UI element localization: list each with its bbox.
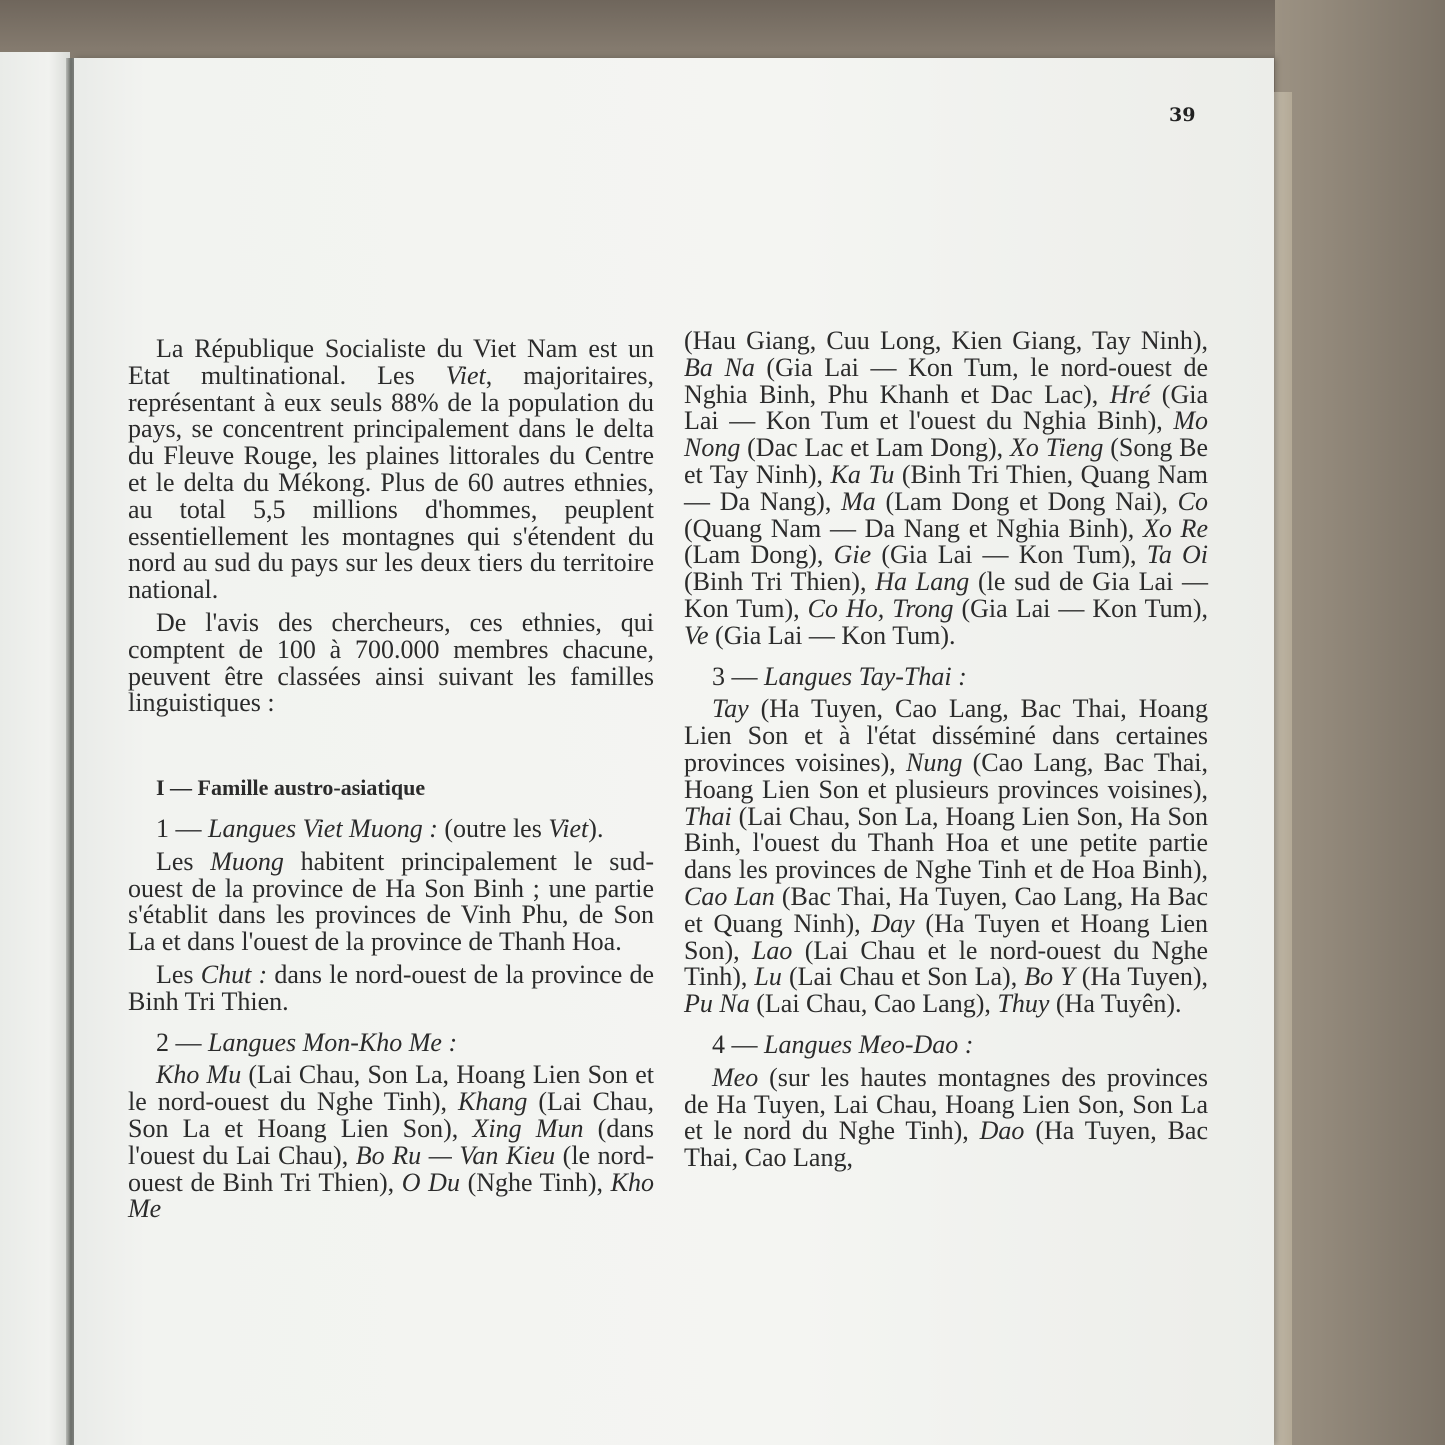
chut-text: dans le nord-ouest de la province de Binh Tri Thien.	[128, 959, 654, 1016]
subsection-4-title: Langues Meo-Dao :	[764, 1029, 974, 1059]
ethnie-name: Kho Mu	[156, 1060, 242, 1090]
ethnie-location: (Gia Lai — Kon Tum),	[871, 540, 1147, 570]
ethnie-name: Ta Oi	[1146, 540, 1209, 570]
ethnie-name: Bo Y	[1024, 962, 1075, 992]
ethnie-name: Cao Lan	[684, 881, 775, 911]
ethnie-location: (Gia Lai — Kon Tum et l'ouest du Nghia Binh),	[684, 379, 1208, 436]
ethnie-location: (le nord-ouest de Binh Tri Thien),	[128, 1140, 654, 1197]
ethnie-location: (Gia Lai — Kon Tum),	[953, 593, 1209, 623]
chut-paragraph	[128, 959, 654, 1016]
ethnie-name: Ma	[841, 486, 876, 516]
ethnie-name: Ha Lang	[875, 567, 970, 597]
subsection-3	[684, 661, 1208, 691]
ethnie-location: (Lam Dong),	[684, 540, 834, 570]
ethnie-location: (Binh Tri Thien, Quang Nam — Da Nang),	[684, 459, 1208, 516]
ethnie-location: (Lai Chau, Son La et Hoang Lien Son),	[128, 1087, 654, 1143]
background-right	[1275, 0, 1445, 1445]
ethnie-location: (Bac Thai, Ha Tuyen, Cao Lang, Ha Bac et Quang Ninh),	[684, 881, 1208, 938]
ethnie-name: Ka Tu	[830, 459, 895, 489]
subsection-4	[684, 1029, 1208, 1059]
meo-dao-paragraph	[684, 1062, 1209, 1173]
ethnie-location: (dans l'ouest du Lai Chau),	[128, 1113, 654, 1170]
left-column	[128, 336, 654, 1223]
chut-lead: Les	[156, 959, 201, 989]
ethnie-name: Xing Mun	[472, 1113, 584, 1143]
subsection-1-title: Langues Viet Muong :	[208, 813, 438, 843]
ethnie-name: Meo	[712, 1062, 759, 1092]
subsection-4-number: 4 —	[712, 1029, 764, 1059]
subsection-1	[128, 813, 654, 843]
ethnie-name: O Du	[401, 1167, 460, 1197]
subsection-2-number: 2 —	[156, 1027, 208, 1057]
intro-paragraph	[128, 336, 654, 604]
muong-name: Muong	[210, 846, 284, 876]
ethnie-location: (Ha Tuyen et Hoang Lien Son),	[684, 908, 1208, 965]
subsection-1-number: 1 —	[156, 813, 208, 843]
subsection-1-viet: Viet	[548, 813, 589, 843]
subsection-2-title: Langues Mon-Kho Me :	[208, 1027, 458, 1057]
ethnie-location: (Ha Tuyen),	[1074, 962, 1209, 992]
ethnie-location: (Lai Chau, Cao Lang),	[749, 989, 998, 1019]
ethnie-location: (Gia Lai — Kon Tum).	[708, 620, 956, 650]
chut-name: Chut :	[200, 959, 268, 989]
ethnie-name: Tay	[712, 694, 749, 724]
ethnie-name: Thai	[684, 801, 732, 831]
ethnie-location: (le sud de Gia Lai — Kon Tum),	[684, 567, 1208, 623]
subsection-1-rest: (outre les	[437, 813, 549, 843]
tay-thai-paragraph	[684, 696, 1208, 1018]
ethnie-name: Ve	[684, 620, 709, 650]
ethnie-name: Xo Re	[1142, 513, 1208, 543]
subsection-3-title: Langues Tay-Thai :	[764, 661, 967, 691]
ethnie-name: Lao	[751, 935, 793, 965]
ethnie-name: Ba Na	[684, 352, 755, 382]
ethnie-name: Mo Nong	[684, 406, 1208, 463]
ethnie-location: (Ha Tuyen, Cao Lang, Bac Thai, Hoang Lien Son et à l'état disséminé dans certaines provinces voisines),	[684, 694, 1208, 777]
ethnie-name: Lu	[754, 962, 782, 992]
ethnie-name: Pu Na	[684, 989, 750, 1019]
right-column	[684, 328, 1208, 1172]
ethnie-name: Bo Ru — Van Kieu	[355, 1140, 556, 1170]
ethnie-name: Thuy	[997, 989, 1050, 1019]
book-page	[74, 58, 1274, 1445]
ethnie-name: Kho Me	[128, 1167, 654, 1224]
ethnie-location: (Lai Chau, Son La, Hoang Lien Son, Ha Son Binh, l'ouest du Thanh Hoa et une petite partie dans les provinces de Nghe Tinh et de Hoa Binh),	[684, 801, 1208, 885]
ethnie-location: (Dac Lac et Lam Dong),	[740, 433, 1010, 463]
ethnie-location: (Quang Nam — Da Nang et Nghia Binh),	[684, 513, 1143, 543]
muong-lead: Les	[156, 846, 211, 876]
subsection-2	[128, 1027, 654, 1057]
ethnie-location: (Ha Tuyen, Bac Thai, Cao Lang,	[684, 1116, 1209, 1173]
ethnie-name: Nung	[906, 747, 963, 777]
ethnie-location: (Lam Dong et Dong Nai),	[875, 486, 1178, 516]
muong-text: habitent principalement le sud-ouest de la province de Ha Son Binh ; une partie s'établit dans les provinces de Vinh Phu, de Son La et dans l'ouest de la province de Thanh Hoa.	[128, 846, 654, 957]
ethnie-location: (sur les hautes montagnes des provinces de Ha Tuyen, Lai Chau, Hoang Lien Son, Son La et le nord du Nghe Tinh),	[684, 1062, 1208, 1146]
classification-paragraph: De l'avis des chercheurs, ces ethnies, qui comptent de 100 à 700.000 membres chacune, peuvent être classées ainsi suivant les familles linguistiques :	[128, 607, 654, 718]
intro-text-a: La République Socialiste du Viet Nam est un Etat multinational. Les	[128, 334, 654, 390]
ethnie-location: (Song Be et Tay Ninh),	[684, 433, 1208, 489]
mon-kho-me-continued	[684, 328, 1208, 650]
section-title: I — Famille austro-asiatique	[156, 775, 426, 801]
muong-paragraph	[128, 846, 654, 957]
intro-text-b: , majoritaires, représentant à eux seuls 88% de la population du pays, se concentrent principalement dans le delta du Fleuve Rouge, les plaines littorales du Centre et le delta du Mékong. Plus de 60 autres ethnies, au total 5,5 millions d'hommes, peuplent essentiellement les montagnes qui s'étendent du nord au sud du pays sur les deux tiers du territoire national.	[128, 360, 654, 605]
ethnie-name: Dao	[979, 1116, 1025, 1146]
ethnie-location: (Lai Chau et le nord-ouest du Nghe Tinh),	[684, 935, 1208, 992]
ethnie-name: Day	[871, 908, 915, 938]
ethnie-location: (Gia Lai — Kon Tum, le nord-ouest de Nghia Binh, Phu Khanh et Dac Lac),	[684, 352, 1208, 409]
ethnie-location: (Binh Tri Thien),	[684, 567, 876, 597]
page-number: 39	[1169, 104, 1196, 126]
subsection-1-end: ).	[588, 813, 604, 843]
ethnie-location: (Cao Lang, Bac Thai, Hoang Lien Son et plusieurs provinces voisines),	[684, 747, 1209, 804]
ethnie-location: (Hau Giang, Cuu Long, Kien Giang, Tay Ninh),	[684, 326, 1208, 355]
ethnie-name: Xo Tieng	[1009, 433, 1104, 463]
intro-viet: Viet	[445, 360, 486, 390]
ethnie-name: Gie	[833, 540, 872, 570]
left-page-edge	[0, 52, 70, 1445]
ethnie-location: (Lai Chau, Son La, Hoang Lien Son et le nord-ouest du Nghe Tinh),	[128, 1060, 654, 1117]
ethnie-name: Hré	[1109, 379, 1151, 409]
ethnie-location: (Lai Chau et Son La),	[781, 962, 1025, 992]
ethnie-name: Co Ho, Trong	[807, 593, 954, 623]
subsection-3-number: 3 —	[712, 661, 764, 691]
ethnie-name: Khang	[458, 1087, 528, 1117]
mon-kho-me-paragraph	[128, 1062, 654, 1223]
ethnie-location: (Ha Tuyên).	[1049, 989, 1182, 1019]
ethnie-location: (Nghe Tinh),	[459, 1167, 611, 1197]
ethnie-name: Co	[1177, 486, 1208, 516]
